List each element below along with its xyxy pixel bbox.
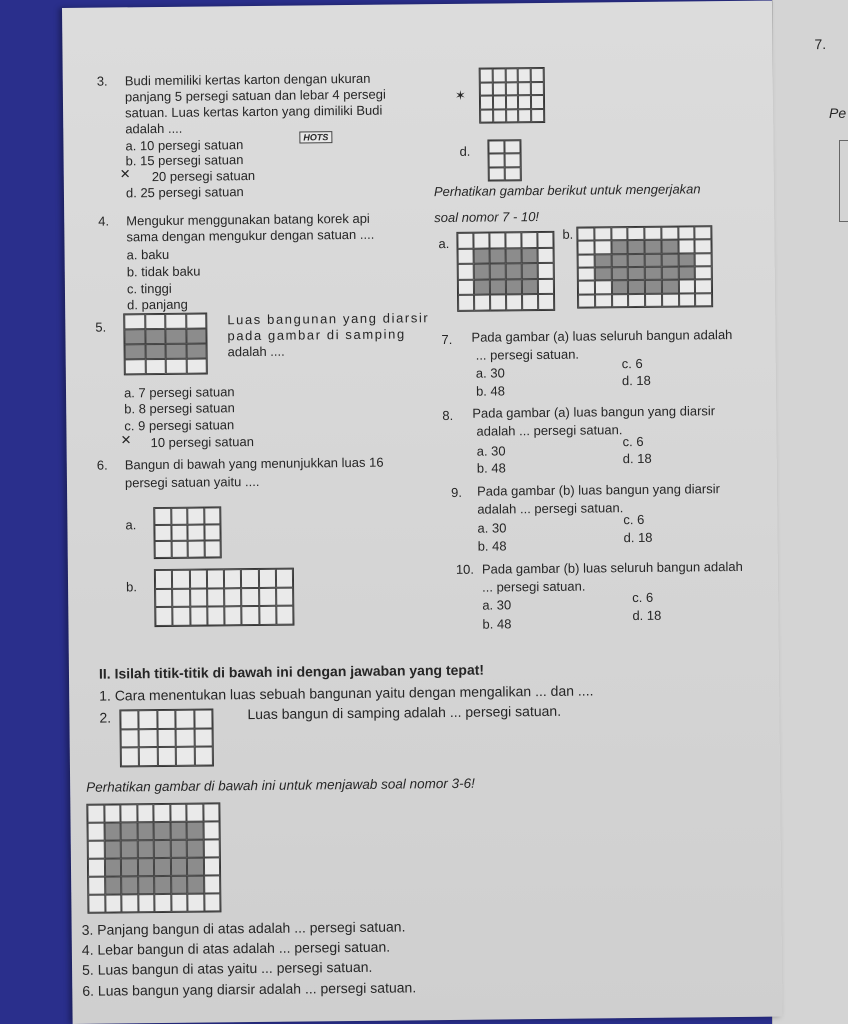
- q10-option-a[interactable]: a. 30: [482, 597, 512, 613]
- q8-option-d[interactable]: d. 18: [622, 450, 652, 467]
- q8-option-c[interactable]: c. 6: [622, 433, 644, 450]
- q6-option-b[interactable]: b.: [125, 579, 137, 595]
- q7-text-2: ... persegi satuan.: [475, 346, 580, 363]
- q5-text-2: pada gambar di samping: [227, 326, 406, 344]
- section-2-q1: 1. Cara menentukan luas sebuah bangunan yaitu dengan mengalikan ... dan ....: [99, 682, 594, 704]
- instr-7-10-text-1: Perhatikan gambar berikut untuk mengerjakan: [433, 181, 701, 200]
- q3-number: 3.: [96, 73, 108, 89]
- q3-option-b[interactable]: b. 15 persegi satuan: [125, 152, 244, 169]
- q5-grid: [123, 312, 208, 375]
- q10-text-2: ... persegi satuan.: [482, 578, 586, 595]
- q9-text-2: adalah ... persegi satuan.: [477, 500, 624, 517]
- cross-mark-icon: ✕: [119, 166, 131, 182]
- q8-text-1: Pada gambar (a) luas bangun yang diarsir: [472, 403, 716, 421]
- section-2-q4: 4. Lebar bangun di atas adalah ... persegi satuan.: [81, 938, 391, 958]
- q5-option-a[interactable]: a. 7 persegi satuan: [123, 384, 235, 401]
- q6-grid-a: [153, 506, 222, 559]
- section-2-q6: 6. Luas bangun yang diarsir adalah ... persegi satuan.: [82, 979, 417, 999]
- q4-option-a[interactable]: a. baku: [126, 246, 170, 263]
- q4-number: 4.: [98, 213, 110, 229]
- q7-option-b[interactable]: b. 48: [475, 383, 506, 399]
- q3-text-4: adalah ....: [125, 120, 183, 137]
- next-page-grid: [839, 140, 848, 222]
- hots-badge: HOTS: [299, 131, 332, 143]
- section-2-heading: II. Isilah titik-titik di bawah ini dengan jawaban yang tepat!: [98, 661, 485, 682]
- q7-option-c[interactable]: c. 6: [621, 355, 643, 372]
- q3-grid-option-d: [487, 139, 521, 181]
- section-2-q2: Luas bangun di samping adalah ... persegi satuan.: [247, 702, 562, 723]
- q6-text-1: Bangun di bawah yang menunjukkan luas 16: [124, 454, 384, 473]
- section-2-figure-grid: [86, 802, 221, 913]
- q9-option-d[interactable]: d. 18: [623, 529, 653, 546]
- q3-option-a[interactable]: a. 10 persegi satuan: [125, 137, 244, 154]
- q9-number: 9.: [451, 484, 463, 500]
- q3-option-d[interactable]: d. 25 persegi satuan: [125, 184, 244, 201]
- q4-option-b[interactable]: b. tidak baku: [126, 263, 201, 280]
- q5-text-1: Luas bangunan yang diarsir: [227, 310, 430, 328]
- q10-option-b[interactable]: b. 48: [482, 616, 512, 632]
- q9-option-c[interactable]: c. 6: [623, 511, 645, 528]
- section-2-q2-number: 2.: [99, 709, 112, 726]
- figure-a-label: a.: [438, 235, 450, 252]
- q3-text-1: Budi memiliki kertas karton dengan ukuran: [124, 70, 371, 89]
- figure-b-label: b.: [562, 226, 574, 242]
- q10-option-d[interactable]: d. 18: [632, 607, 662, 624]
- q4-text-1: Mengukur menggunakan batang korek api: [126, 210, 370, 229]
- cross-mark-icon: ✕: [120, 432, 132, 448]
- next-page-text: Pe: [829, 105, 847, 121]
- q10-text-1: Pada gambar (b) luas seluruh bangun adalah: [481, 558, 743, 577]
- q7-number: 7.: [441, 331, 453, 348]
- page-number: 7.: [814, 36, 827, 53]
- q5-option-b[interactable]: b. 8 persegi satuan: [124, 400, 235, 417]
- section-2-instruction: Perhatikan gambar di bawah ini untuk menjawab soal nomor 3-6!: [86, 775, 475, 795]
- q3-text-2: panjang 5 persegi satuan dan lebar 4 persegi: [124, 86, 386, 105]
- q3-grid-d-label: d.: [459, 143, 471, 159]
- section-2-q3: 3. Panjang bangun di atas adalah ... persegi satuan.: [81, 918, 406, 938]
- q9-option-a[interactable]: a. 30: [477, 520, 507, 536]
- q9-option-b[interactable]: b. 48: [477, 538, 507, 554]
- q7-text-1: Pada gambar (a) luas seluruh bangun adalah: [471, 326, 733, 345]
- worksheet-page: [62, 1, 827, 1024]
- next-page: [772, 0, 848, 1024]
- section-2-q2-grid: [119, 708, 214, 767]
- instr-7-10-text-2: soal nomor 7 - 10!: [434, 209, 540, 226]
- q10-option-c[interactable]: c. 6: [632, 589, 654, 606]
- figure-b-grid: [576, 225, 713, 308]
- q8-text-2: adalah ... persegi satuan.: [476, 422, 623, 439]
- q5-option-c[interactable]: c. 9 persegi satuan: [124, 417, 235, 434]
- q10-number: 10.: [455, 561, 475, 577]
- q6-grid-b: [154, 568, 295, 627]
- q5-number: 5.: [95, 319, 107, 335]
- q8-option-b[interactable]: b. 48: [476, 460, 506, 476]
- q6-text-2: persegi satuan yaitu ....: [124, 473, 260, 491]
- q8-option-a[interactable]: a. 30: [476, 443, 506, 459]
- q4-text-2: sama dengan mengukur dengan satuan ....: [126, 226, 375, 245]
- q3-text-3: satuan. Luas kertas karton yang dimiliki Budi: [125, 102, 383, 121]
- q4-option-d[interactable]: d. panjang: [127, 296, 188, 313]
- q7-option-a[interactable]: a. 30: [475, 365, 505, 381]
- q7-option-d[interactable]: d. 18: [621, 372, 651, 389]
- q5-text-3: adalah ....: [227, 343, 285, 360]
- figure-a-grid: [456, 231, 555, 312]
- q6-option-a[interactable]: a.: [125, 517, 137, 533]
- q3-grid-option-c: [479, 67, 546, 124]
- q5-option-d[interactable]: 10 persegi satuan: [150, 434, 254, 451]
- section-2-q5: 5. Luas bangun di atas yaitu ... persegi satuan.: [81, 958, 373, 978]
- star-check-icon: ✶: [454, 87, 466, 103]
- q3-option-c[interactable]: 20 persegi satuan: [151, 167, 256, 185]
- q8-number: 8.: [442, 407, 454, 424]
- q4-option-c[interactable]: c. tinggi: [126, 280, 172, 297]
- q6-number: 6.: [96, 457, 108, 473]
- q9-text-1: Pada gambar (b) luas bangun yang diarsir: [477, 481, 720, 499]
